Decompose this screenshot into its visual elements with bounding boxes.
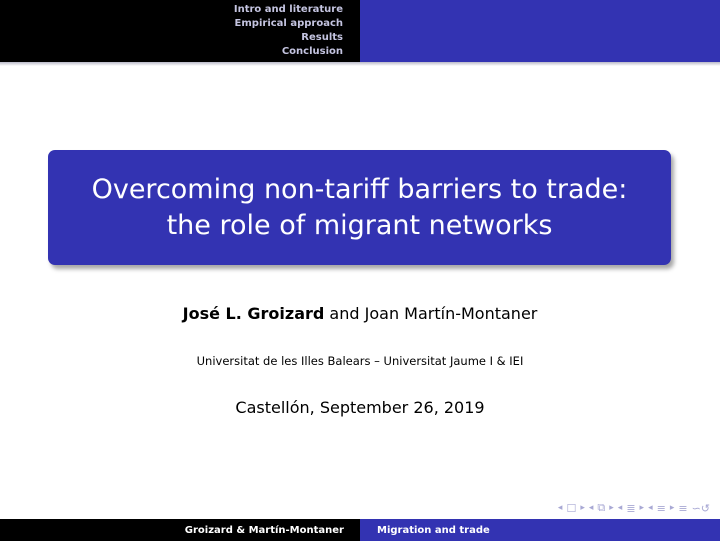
outline-icon-2[interactable]: ≡ <box>678 501 688 515</box>
footer-authors-text: Groizard & Martín-Montaner <box>184 524 344 536</box>
section-navigation <box>234 3 343 59</box>
header-shadow <box>0 62 720 66</box>
coauthor: Joan Martín-Montaner <box>364 304 538 323</box>
toc-item-empirical[interactable]: Empirical approach <box>234 18 343 29</box>
author-line <box>0 304 720 323</box>
title-line-1: Overcoming non-tariff barriers to trade: <box>91 173 628 205</box>
frame-right-icon[interactable]: ▸ <box>580 503 585 513</box>
title-line-2: the role of migrant networks <box>166 209 553 241</box>
author-joiner: and <box>329 304 360 323</box>
header-right-panel <box>360 0 720 62</box>
section-icon[interactable]: ≣ <box>626 501 636 515</box>
frame-icon[interactable]: ☐ <box>566 501 577 515</box>
subsection-left-icon[interactable]: ◂ <box>588 503 594 513</box>
header-left-panel <box>0 0 360 62</box>
toc-item-results[interactable]: Results <box>301 32 343 43</box>
institutes: Universitat de les Illes Balears – Universitat Jaume I & IEI <box>196 354 524 368</box>
title-block <box>48 150 671 265</box>
toc-item-intro[interactable]: Intro and literature <box>233 4 343 15</box>
beamer-navigation-symbols <box>450 500 710 516</box>
search-icon[interactable]: ∽↺ <box>691 501 710 515</box>
place-date: Castellón, September 26, 2019 <box>235 398 485 417</box>
subsection-right-icon[interactable]: ▸ <box>609 503 614 513</box>
outline-icon[interactable]: ≡ <box>656 501 666 515</box>
footer-title-text: Migration and trade <box>377 524 490 536</box>
frame-left-icon[interactable]: ◂ <box>557 503 563 513</box>
outline-right-icon[interactable]: ▸ <box>669 503 675 513</box>
header-bar <box>0 0 720 62</box>
section-right-icon[interactable]: ▸ <box>639 503 645 513</box>
presenting-author: José L. Groizard <box>182 304 325 323</box>
footer-bar <box>0 519 720 541</box>
section-left-icon[interactable]: ◂ <box>617 503 623 513</box>
outline-left-icon[interactable]: ◂ <box>648 503 653 513</box>
footer-title <box>360 519 720 541</box>
toc-item-conclusion[interactable]: Conclusion <box>281 46 343 57</box>
footer-authors <box>0 519 360 541</box>
subsection-icon[interactable]: ⧉ <box>597 501 606 514</box>
